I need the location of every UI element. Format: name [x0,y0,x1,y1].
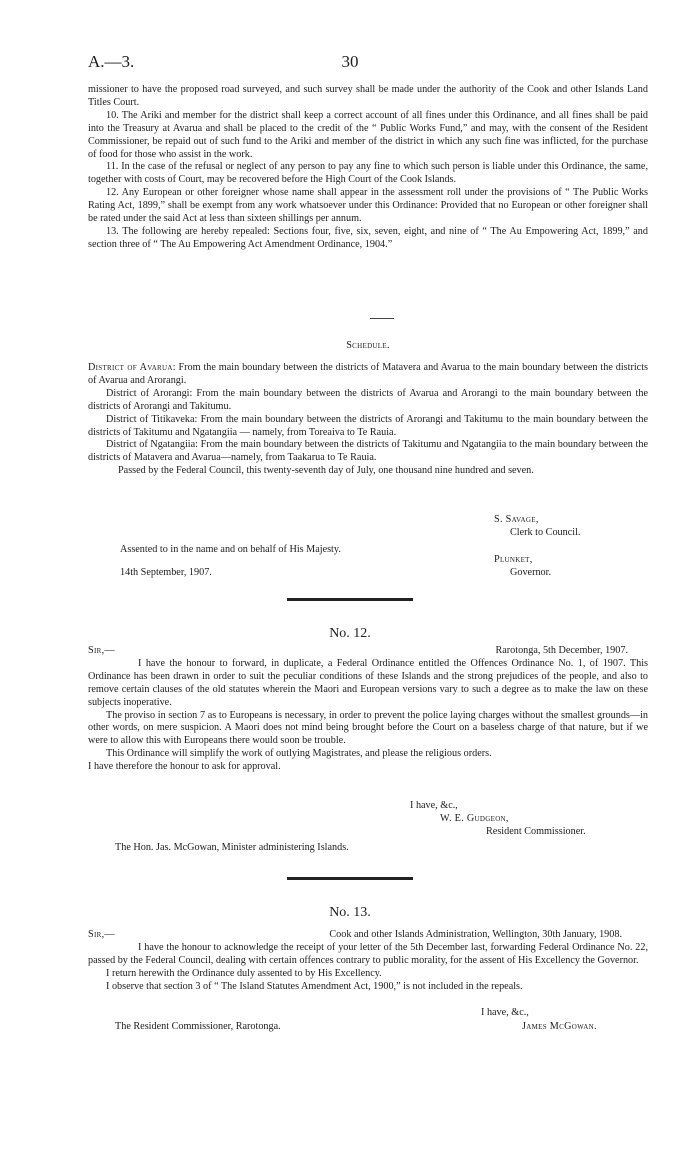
letter-13-number: No. 13. [329,905,371,920]
letter-13-paragraph-2: I return herewith the Ordinance duly assented to by His Excellency. [106,967,382,979]
ordinance-clauses [88,84,648,252]
clause-13: 13. The following are hereby repealed: Sections four, five, six, seven, eight, and nine of “ The Au Empowering Act, 1899,” and section three of “ The Au Empowering Act Amendment Ordinance, 1904.” [88,225,648,250]
letter-13-closing: I have, &c., [481,1007,529,1018]
schedule-district-ngatangiia: District of Ngatangiia: From the main boundary between the districts of Takitumu and Ngatangiia to the main boundary between the districts of Matavera and Avarua—namely, from Taakarua to Te Rauia. [88,439,648,464]
signer-title: Governor. [510,566,552,578]
letter-12-body [88,645,648,774]
letter-13-paragraph-1: I have the honour to acknowledge the receipt of your letter of the 5th December last, forwarding Federal Ordinance No. 22, passed by the Federal Council, dealing with certain offences contrary to public morality, for the assent of His Excellency the Governor. [88,941,648,966]
signer-name: S. Savage, [494,514,539,525]
clause-12: 12. Any European or other foreigner whose name shall appear in the assessment roll under the provisions of “ The Public Works Rating Act, 1899,” shall be exempt from any work whatsoever under this Ordinance: Provided that no European or other foreigner shall be rated under the said Act at less than sixteen shillings per annum. [88,187,648,225]
letter-12-closing: I have, &c., [410,800,458,811]
letter-12-signer-title: Resident Commissioner. [486,826,586,837]
salutation: Sir,— [88,645,115,656]
clause-11: 11. In the case of the refusal or neglect of any person to pay any fine to which such person is liable under this Ordinance, the same, together with costs of Court, may be recovered before the High Court of the Cook Islands. [88,161,648,186]
salutation: Sir,— [88,929,115,940]
clause-paragraph: missioner to have the proposed road surveyed, and such survey shall be made under the authority of the Cook and other Islands Land Titles Court. [88,84,648,108]
letter-12-number: No. 12. [329,626,371,641]
assent-date: 14th September, 1907. [120,567,212,578]
signer-title: Clerk to Council. [510,526,581,538]
schedule-body [88,362,648,478]
signer-name: Plunket, [494,554,533,565]
place-date: Cook and other Islands Administration, Wellington, 30th January, 1908. [329,929,622,940]
thick-divider [287,598,413,601]
district-label: District of Avarua [88,362,173,373]
district-text: : From the main boundary between the districts of Matavera and Avarua to the main boundary between the districts of Avarua and Arorangi. [88,362,649,386]
letter-13-paragraph-3: I observe that section 3 of “ The Island Statutes Amendment Act, 1900,” is not included in the repeals. [106,980,523,992]
letter-12-signer-name: W. E. Gudgeon, [440,813,509,824]
thick-divider [287,877,413,880]
signature-savage [494,514,580,540]
letter-13-signer-name: James McGowan. [522,1021,597,1032]
letter-12-addressee: The Hon. Jas. McGowan, Minister administering Islands. [115,842,349,853]
schedule-district-arorangi: District of Arorangi: From the main boundary between the districts of Avarua and Arorangi to the main boundary between the districts of Arorangi and Takitumu. [88,387,648,412]
letter-13-heading-row [88,929,648,942]
letter-12-paragraph-2: The proviso in section 7 as to Europeans is necessary, in order to prevent the police laying charges without the smallest grounds—in other words, on mere suspicion. A Maori does not mind being brought before the Court on a baseless charge of that nature, but if we were to allow this with Europeans there would soon be trouble. [88,709,648,747]
letter-12-paragraph-3: This Ordinance will simplify the work of outlying Magistrates, and please the religious orders. [106,748,492,760]
section-divider [370,318,394,319]
assent-statement: Assented to in the name and on behalf of His Majesty. [120,544,341,555]
place-date: Rarotonga, 5th December, 1907. [495,645,628,656]
signature-plunket [494,554,551,580]
page-number: 30 [341,52,359,71]
letter-12-heading-row [88,645,648,658]
letter-13-addressee: The Resident Commissioner, Rarotonga. [115,1021,281,1032]
letter-12-paragraph-4: I have therefore the honour to ask for approval. [88,761,281,773]
clause-10: 10. The Ariki and member for the district shall keep a correct account of all fines under this Ordinance, and all fines shall be paid into the Treasury at Avarua and shall be placed to the credit of the “ Public Works Fund,” and may, with the consent of the Resident Commissioner, be repaid out of such fund to the Ariki and member of the district in which any such fine was inflicted, for the purchase of food for those who assist in the work. [88,109,648,160]
letter-12-paragraph-1: I have the honour to forward, in duplicate, a Federal Ordinance entitled the Offences Ordinance No. 1, of 1907. This Ordinance has been drawn in order to suit the peculiar conditions of these Islands and the strong prejudices of the people, and also to remove certain clauses of the old statutes wherein the Maori and European versions vary to such a degree as to make the law on these subjects inoperative. [88,657,648,708]
page-reference: A.—3. [88,52,135,71]
schedule-district-titikaveka: District of Titikaveka: From the main boundary between the districts of Arorangi and Takitumu to the main boundary between the districts of Takitumu and Ngatangiia — namely, from Toreaiva to Te Rauia. [88,413,648,438]
schedule-heading: Schedule. [346,340,390,351]
schedule-district-avarua [88,362,648,388]
passed-statement: Passed by the Federal Council, this twenty-seventh day of July, one thousand nine hundred and seven. [118,465,534,477]
letter-13-body [88,929,648,994]
